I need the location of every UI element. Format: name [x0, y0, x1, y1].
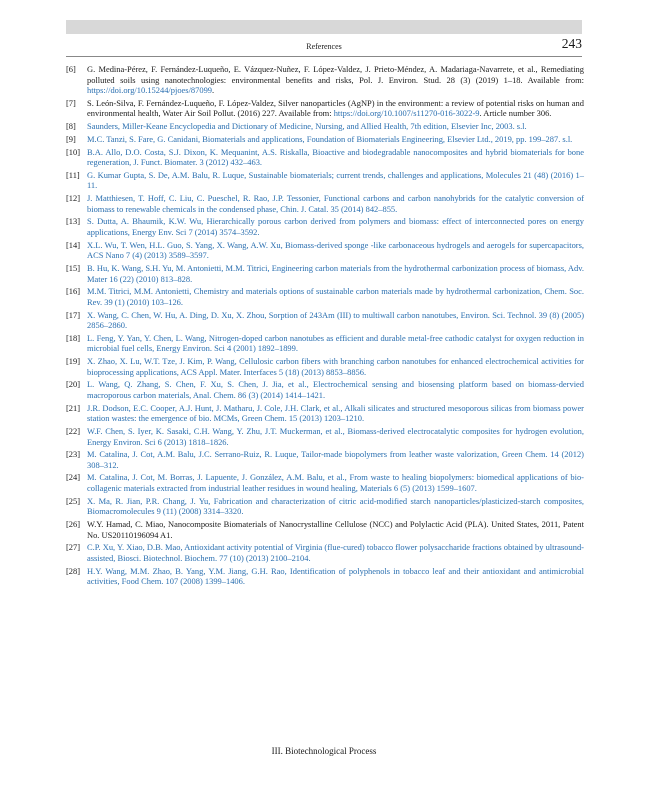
reference-item — [66, 379, 584, 400]
reference-number: [7] — [66, 97, 76, 108]
reference-text — [87, 286, 584, 307]
reference-number: [16] — [66, 286, 81, 297]
reference-number: [8] — [66, 121, 76, 132]
reference-item — [66, 263, 584, 284]
reference-item — [66, 310, 584, 331]
reference-link[interactable]: S. Dutta, A. Bhaumik, K.W. Wu, Hierarchically porous carbon derived from polymers and biomass: effect of interconnected pores on energy applications, Energy Env. Sci 7 (2014) 3574–3592. — [87, 216, 584, 237]
reference-item — [66, 496, 584, 517]
reference-text — [87, 64, 584, 96]
reference-text — [87, 403, 584, 424]
reference-item — [66, 134, 584, 145]
page-number: 243 — [561, 36, 582, 51]
reference-number: [10] — [66, 146, 81, 157]
reference-item — [66, 121, 584, 132]
reference-link[interactable]: https://doi.org/10.15244/pjoes/87099 — [87, 85, 213, 96]
reference-link[interactable]: X.L. Wu, T. Wen, H.L. Guo, S. Yang, X. Wang, A.W. Xu, Biomass-derived sponge -like carbonaceous hydrogels and aerogels for supercapacitors, ACS Nano 7 (4) (2013) 3589–3597. — [87, 239, 584, 261]
reference-number: [26] — [66, 519, 81, 530]
reference-link[interactable]: W.F. Chen, S. Iyer, K. Sasaki, C.H. Wang, Y. Zhu, J.T. Muckerman, et al., Biomass-derived electrocatalytic composites for hydrogen evolution, Energy Environ. Sci 6 (2013) 1818–1826. — [87, 425, 584, 447]
reference-item — [66, 216, 584, 237]
reference-link[interactable]: M. Catalina, J. Cot, M. Borras, J. Lapuente, J. González, A.M. Balu, et al., From waste to healing biopolymers: biomedical applications of bio-collagenic materials extracted from industrial leather residues in wound healing, Materials 6 (5) (2013) 1599–1607. — [87, 472, 584, 494]
reference-text — [87, 147, 584, 168]
reference-link[interactable]: C.P. Xu, Y. Xiao, D.B. Mao, Antioxidant activity potential of Virginia (flue-cured) tobacco flower polysaccharide fractions obtained by ultrasound-assisted, Biosci. Biotechnol. Biochem. 77 (10) (2013) 2100–2104. — [87, 542, 584, 563]
reference-number: [19] — [66, 356, 81, 367]
reference-text — [87, 379, 584, 400]
reference-number: [22] — [66, 425, 81, 436]
reference-text — [87, 449, 584, 470]
reference-text — [87, 240, 584, 261]
reference-text — [87, 170, 584, 191]
reference-item — [66, 449, 584, 470]
reference-number: [23] — [66, 449, 81, 460]
reference-link[interactable]: X. Zhao, X. Lu, W.T. Tze, J. Kim, P. Wang, Cellulosic carbon fibers with branching carbon nanotubes for enhanced electrochemical activities for bioprocessing applications, ACS Appl. Mater. Interfaces 5 (18) (2013) 8853–8856. — [87, 356, 584, 377]
reference-link[interactable]: J.R. Dodson, E.C. Cooper, A.J. Hunt, J. Matharu, J. Cole, J.H. Clark, et al., Alkali silicates and structured mesoporous silicas from biomass power station wastes: the emergence of bio. MCMs, Green Chem. 15 (2013) 1203–1210. — [87, 402, 584, 424]
reference-list — [66, 64, 584, 589]
reference-item — [66, 566, 584, 587]
reference-link[interactable]: https://doi.org/10.1007/s11270-016-3022-9 — [333, 108, 480, 119]
reference-item — [66, 64, 584, 96]
reference-item — [66, 286, 584, 307]
reference-text — [87, 98, 584, 119]
reference-link[interactable]: L. Feng, Y. Yan, Y. Chen, L. Wang, Nitrogen-doped carbon nanotubes as efficient and durable metal-free cathodic catalyst for oxygen reduction in microbial fuel cells, Energy Environ. Sci 4 (2001) 1892–1899. — [87, 332, 584, 354]
reference-item — [66, 333, 584, 354]
reference-number: [15] — [66, 262, 81, 273]
footer-part-title: III. Biotechnological Process — [271, 746, 377, 756]
reference-item — [66, 98, 584, 119]
reference-link[interactable]: Saunders, Miller-Keane Encyclopedia and Dictionary of Medicine, Nursing, and Allied Health, 7th edition, Elsevier Inc, 2003. s.l. — [87, 121, 527, 132]
reference-number: [14] — [66, 239, 81, 250]
reference-text — [87, 134, 584, 145]
reference-item — [66, 426, 584, 447]
reference-link[interactable]: B.A. Allo, D.O. Costa, S.J. Dixon, K. Mequanint, A.S. Riskalla, Bioactive and biodegradable nanocomposites and hybrid biomaterials for bone regeneration, J. Funct. Biomater. 3 (2012) 432–463. — [87, 146, 584, 168]
reference-number: [17] — [66, 309, 81, 320]
reference-text — [87, 426, 584, 447]
reference-number: [9] — [66, 133, 76, 144]
reference-number: [28] — [66, 565, 81, 576]
reference-text — [87, 216, 584, 237]
reference-text — [87, 333, 584, 354]
running-head — [66, 36, 582, 57]
reference-text — [87, 121, 584, 132]
reference-text — [87, 496, 584, 517]
reference-link[interactable]: X. Wang, C. Chen, W. Hu, A. Ding, D. Xu, X. Zhou, Sorption of 243Am (III) to multiwall carbon nanotubes, Environ. Sci. Technol. 39 (8) (2005) 2856–2860. — [87, 309, 584, 331]
reference-number: [27] — [66, 542, 81, 553]
reference-item — [66, 193, 584, 214]
reference-link[interactable]: H.Y. Wang, M.M. Zhao, B. Yang, Y.M. Jiang, G.H. Rao, Identification of polyphenols in tobacco leaf and their antioxidant and antimicrobial activities, Food Chem. 107 (2008) 1399–1406. — [87, 565, 584, 587]
reference-number: [20] — [66, 379, 81, 390]
running-title: References — [306, 42, 342, 51]
reference-link[interactable]: M.C. Tanzi, S. Fare, G. Canidani, Biomaterials and applications, Foundation of Biomaterials Engineering, Elsevier Ltd., 2019, pp. 199–287. s.l. — [87, 133, 573, 144]
reference-text — [87, 193, 584, 214]
reference-number: [13] — [66, 216, 81, 227]
reference-text — [87, 566, 584, 587]
reference-link[interactable]: B. Hu, K. Wang, S.H. Yu, M. Antonietti, M.M. Titrici, Engineering carbon materials from the hydrothermal carbonization process of biomass, Adv. Mater 16 (22) (2010) 813–828. — [87, 262, 584, 284]
reference-text — [87, 472, 584, 493]
reference-number: [18] — [66, 332, 81, 343]
reference-number: [24] — [66, 472, 81, 483]
reference-link[interactable]: J. Matthiesen, T. Hoff, C. Liu, C. Pueschel, R. Rao, J.P. Tessonier, Functional carbons and carbon nanohybrids for the catalytic conversion of biomass to renewable chemicals in the condensed phase, Chin. J. Catal. 35 (2014) 842–855. — [87, 193, 584, 214]
reference-citation: W.Y. Hamad, C. Miao, Nanocomposite Biomaterials of Nanocrystalline Cellulose (NCC) and Polylactic Acid (PLA). United States, 2011, Patent No. US20110196094 A1. — [87, 519, 584, 540]
reference-number: [21] — [66, 402, 81, 413]
reference-suffix: . Article number 306. — [479, 108, 552, 119]
reference-number: [12] — [66, 193, 81, 204]
reference-suffix: . — [212, 85, 215, 96]
reference-item — [66, 519, 584, 540]
reference-text — [87, 356, 584, 377]
reference-text — [87, 263, 584, 284]
reference-text — [87, 310, 584, 331]
reference-text — [87, 519, 584, 540]
reference-number: [11] — [66, 169, 80, 180]
reference-item — [66, 403, 584, 424]
header-bar — [66, 20, 582, 34]
reference-citation: S. León-Silva, F. Fernández-Luqueño, F. López-Valdez, Silver nanoparticles (AgNP) in the environment: a review of potential risks on human and environmental health, Water Air Soil Pollut. (2016) 227. Available from: — [87, 97, 584, 119]
reference-text — [87, 542, 584, 563]
reference-item — [66, 356, 584, 377]
reference-link[interactable]: M.M. Titrici, M.M. Antonietti, Chemistry and materials options of sustainable carbon materials made by hydrothermal carbonization, Chem. Soc. Rev. 39 (1) (2010) 103–126. — [87, 286, 584, 307]
reference-link[interactable]: L. Wang, Q. Zhang, S. Chen, F. Xu, S. Chen, J. Jia, et al., Electrochemical sensing and biosensing platform based on biomass-dervied macroporous carbon materials, Anal. Chem. 86 (3) (2014) 1414–1421. — [87, 379, 584, 400]
reference-link[interactable]: X. Ma, R. Jian, P.R. Chang, J. Yu, Fabrication and characterization of citric acid-modified starch nanoparticles/plasticized-starch composites, Biomacromolecules 9 (11) (2008) 3314–3320. — [87, 495, 584, 517]
reference-link[interactable]: M. Catalina, J. Cot, A.M. Balu, J.C. Serrano-Ruiz, R. Luque, Tailor-made biopolymers from leather waste valorization, Green Chem. 14 (2012) 308–312. — [87, 449, 584, 470]
reference-link[interactable]: G. Kumar Gupta, S. De, A.M. Balu, R. Luque, Sustainable biomaterials; current trends, challenges and applications, Molecules 21 (48) (2016) 1–11. — [87, 169, 584, 191]
reference-item — [66, 170, 584, 191]
reference-citation: G. Medina-Pérez, F. Fernández-Luqueño, E. Vázquez-Nuñez, F. López-Valdez, J. Prieto-Méndez, A. Madariaga-Navarrete, et al., Remediating polluted soils using nanotechnologies: environmental benefits and risks, Pol. J. Environ. Stud. 28 (3) (2019) 1–18. Available from: — [87, 64, 584, 85]
reference-item — [66, 147, 584, 168]
reference-item — [66, 472, 584, 493]
reference-item — [66, 240, 584, 261]
reference-item — [66, 542, 584, 563]
reference-number: [6] — [66, 64, 76, 74]
reference-number: [25] — [66, 495, 81, 506]
